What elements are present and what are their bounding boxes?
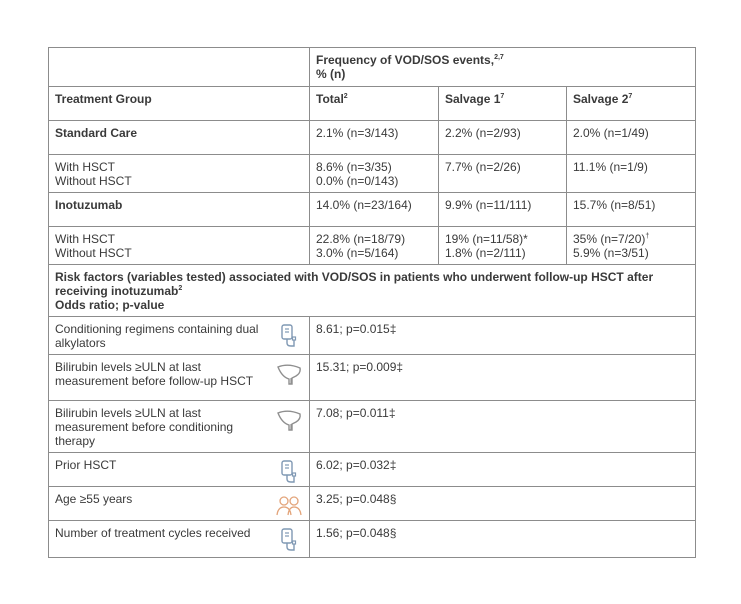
- table-row-standard-care: [49, 121, 696, 155]
- inotuzumab-hsct-total: 22.8% (n=18/79) 3.0% (n=5/164): [310, 227, 439, 265]
- risk-header-row: [49, 265, 696, 317]
- risk-factor-label-cell: Conditioning regimens containing dual alkylators: [49, 317, 310, 355]
- liver-icon: [276, 361, 302, 387]
- col-header-total: Total$^2$: [310, 87, 439, 121]
- table-row: [49, 453, 696, 487]
- column-header-row: [49, 87, 696, 121]
- table-row: [49, 317, 696, 355]
- risk-factor-value: 7.08; p=0.011‡: [310, 401, 696, 453]
- standard-care-hsct-salvage2: 11.1% (n=1/9): [567, 155, 696, 193]
- inotuzumab-salvage2: 15.7% (n=8/51): [567, 193, 696, 227]
- risk-factor-label-cell: Prior HSCT: [49, 453, 310, 487]
- frequency-unit: % (n): [316, 67, 346, 81]
- iv-bag-icon: [276, 527, 302, 553]
- table-row-inotuzumab-hsct: [49, 227, 696, 265]
- iv-bag-icon: [276, 459, 302, 485]
- frequency-sup: 2,7: [494, 54, 504, 61]
- frequency-header-row: [49, 48, 696, 87]
- inotuzumab-total: 14.0% (n=23/164): [310, 193, 439, 227]
- risk-factor-value: 6.02; p=0.032‡: [310, 453, 696, 487]
- risk-header-subtitle: Odds ratio; p-value: [55, 298, 165, 312]
- risk-factor-value: 1.56; p=0.048§: [310, 521, 696, 558]
- table-row: [49, 355, 696, 401]
- inotuzumab-hsct-salvage1: 19% (n=11/58)* 1.8% (n=2/111): [439, 227, 567, 265]
- col-header-group: Treatment Group: [49, 87, 310, 121]
- inotuzumab-hsct-labels: With HSCT Without HSCT: [49, 227, 310, 265]
- liver-icon: [276, 407, 302, 433]
- risk-factor-label-cell: Age ≥55 years: [49, 487, 310, 521]
- iv-bag-icon: [276, 323, 302, 349]
- table-row: [49, 521, 696, 558]
- table-row-inotuzumab: [49, 193, 696, 227]
- vod-sos-table: [48, 47, 696, 558]
- inotuzumab-salvage1: 9.9% (n=11/111): [439, 193, 567, 227]
- standard-care-salvage1: 2.2% (n=2/93): [439, 121, 567, 155]
- risk-header-cell: Risk factors (variables tested) associated with VOD/SOS in patients who underwent follow-up HSCT after receiving inotuzumab$^2$ Odds ratio; p-value: [49, 265, 696, 317]
- risk-factor-value: 3.25; p=0.048§: [310, 487, 696, 521]
- elderly-people-icon: [276, 493, 302, 519]
- inotuzumab-hsct-salvage2: 35% (n=7/20)† 5.9% (n=3/51): [567, 227, 696, 265]
- risk-header-title: Risk factors (variables tested) associated with VOD/SOS in patients who underwent follow-up HSCT after receiving inotuzumab: [55, 270, 654, 298]
- standard-care-label: Standard Care: [49, 121, 310, 155]
- empty-header-cell: [49, 48, 310, 87]
- frequency-header-cell: [310, 48, 696, 87]
- risk-factor-value: 15.31; p=0.009‡: [310, 355, 696, 401]
- frequency-title: Frequency of VOD/SOS events,: [316, 53, 495, 67]
- standard-care-hsct-total: 8.6% (n=3/35) 0.0% (n=0/143): [310, 155, 439, 193]
- standard-care-salvage2: 2.0% (n=1/49): [567, 121, 696, 155]
- table-row: [49, 401, 696, 453]
- risk-factor-label-cell: Bilirubin levels ≥ULN at last measurement before follow-up HSCT: [49, 355, 310, 401]
- inotuzumab-label: Inotuzumab: [49, 193, 310, 227]
- standard-care-hsct-labels: With HSCT Without HSCT: [49, 155, 310, 193]
- col-header-salvage1: Salvage $1^7$: [439, 87, 567, 121]
- table-row: [49, 487, 696, 521]
- standard-care-total: 2.1% (n=3/143): [310, 121, 439, 155]
- standard-care-hsct-salvage1: 7.7% (n=2/26): [439, 155, 567, 193]
- risk-factor-label-cell: Bilirubin levels ≥ULN at last measurement before conditioning therapy: [49, 401, 310, 453]
- table-row-standard-care-hsct: [49, 155, 696, 193]
- risk-factor-value: 8.61; p=0.015‡: [310, 317, 696, 355]
- risk-factor-label-cell: Number of treatment cycles received: [49, 521, 310, 558]
- col-header-salvage2: Salvage $2^7$: [567, 87, 696, 121]
